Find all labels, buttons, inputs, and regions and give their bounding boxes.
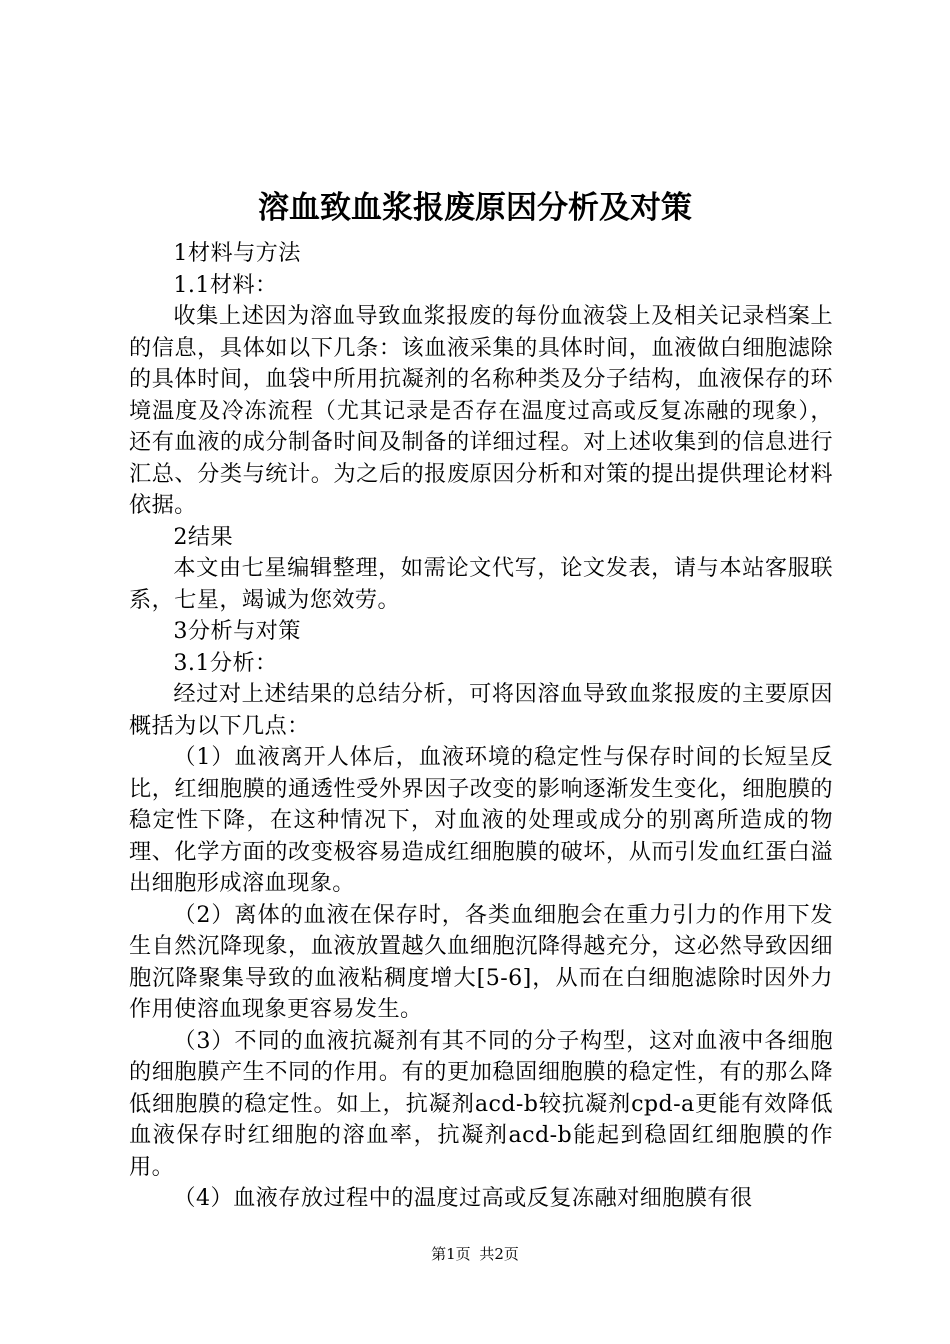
paragraph: （3）不同的血液抗凝剂有其不同的分子构型，这对血液中各细胞的细胞膜产生不同的作用。有的更加稳固细胞膜的稳定性，有的那么降低细胞膜的稳定性。如上，抗凝剂acd-b较抗凝剂cpd-a更能有效降低血液保存时红细胞的溶血率，抗凝剂acd-b能起到稳固红细胞膜的作用。	[129, 1027, 833, 1180]
subsection-heading: 1.1材料：	[173, 271, 278, 298]
document-body	[129, 238, 833, 1215]
page-number: 第1页	[431, 1245, 471, 1263]
page-footer	[0, 1243, 950, 1265]
paragraph: 经过对上述结果的总结分析，可将因溶血导致血浆报废的主要原因概括为以下几点：	[129, 681, 833, 739]
paragraph: 收集上述因为溶血导致血浆报废的每份血液袋上及相关记录档案上的信息，具体如以下几条：该血液采集的具体时间，血液做白细胞滤除的具体时间，血袋中所用抗凝剂的名称种类及分子结构，血液保存的环境温度及冷冻流程（尤其记录是否存在温度过高或反复冻融的现象），还有血液的成分制备时间及制备的详细过程。对上述收集到的信息进行汇总、分类与统计。为之后的报废原因分析和对策的提出提供理论材料依据。	[129, 303, 833, 518]
section-heading: 2结果	[173, 523, 234, 550]
paragraph: （2）离体的血液在保存时，各类血细胞会在重力引力的作用下发生自然沉降现象，血液放置越久血细胞沉降得越充分，这必然导致因细胞沉降聚集导致的血液粘稠度增大[5-6]，从而在白细胞滤除时因外力作用使溶血现象更容易发生。	[129, 901, 833, 1022]
paragraph: 本文由七星编辑整理，如需论文代写，论文发表，请与本站客服联系，七星，竭诚为您效劳。	[129, 555, 833, 613]
section-heading: 3分析与对策	[173, 618, 301, 644]
section-heading: 1材料与方法	[173, 240, 301, 266]
paragraph: （4）血液存放过程中的温度过高或反复冻融对细胞膜有很	[173, 1185, 753, 1211]
subsection-heading: 3.1分析：	[173, 649, 278, 676]
paragraph: （1）血液离开人体后，血液环境的稳定性与保存时间的长短呈反比，红细胞膜的通透性受外界因子改变的影响逐渐发生变化，细胞膜的稳定性下降，在这种情况下，对血液的处理或成分的别离所造成的物理、化学方面的改变极容易造成红细胞膜的破坏，从而引发血红蛋白溢出细胞形成溶血现象。	[129, 744, 833, 896]
document-title: 溶血致血浆报废原因分析及对策	[258, 190, 692, 226]
page-total: 共2页	[479, 1245, 519, 1263]
